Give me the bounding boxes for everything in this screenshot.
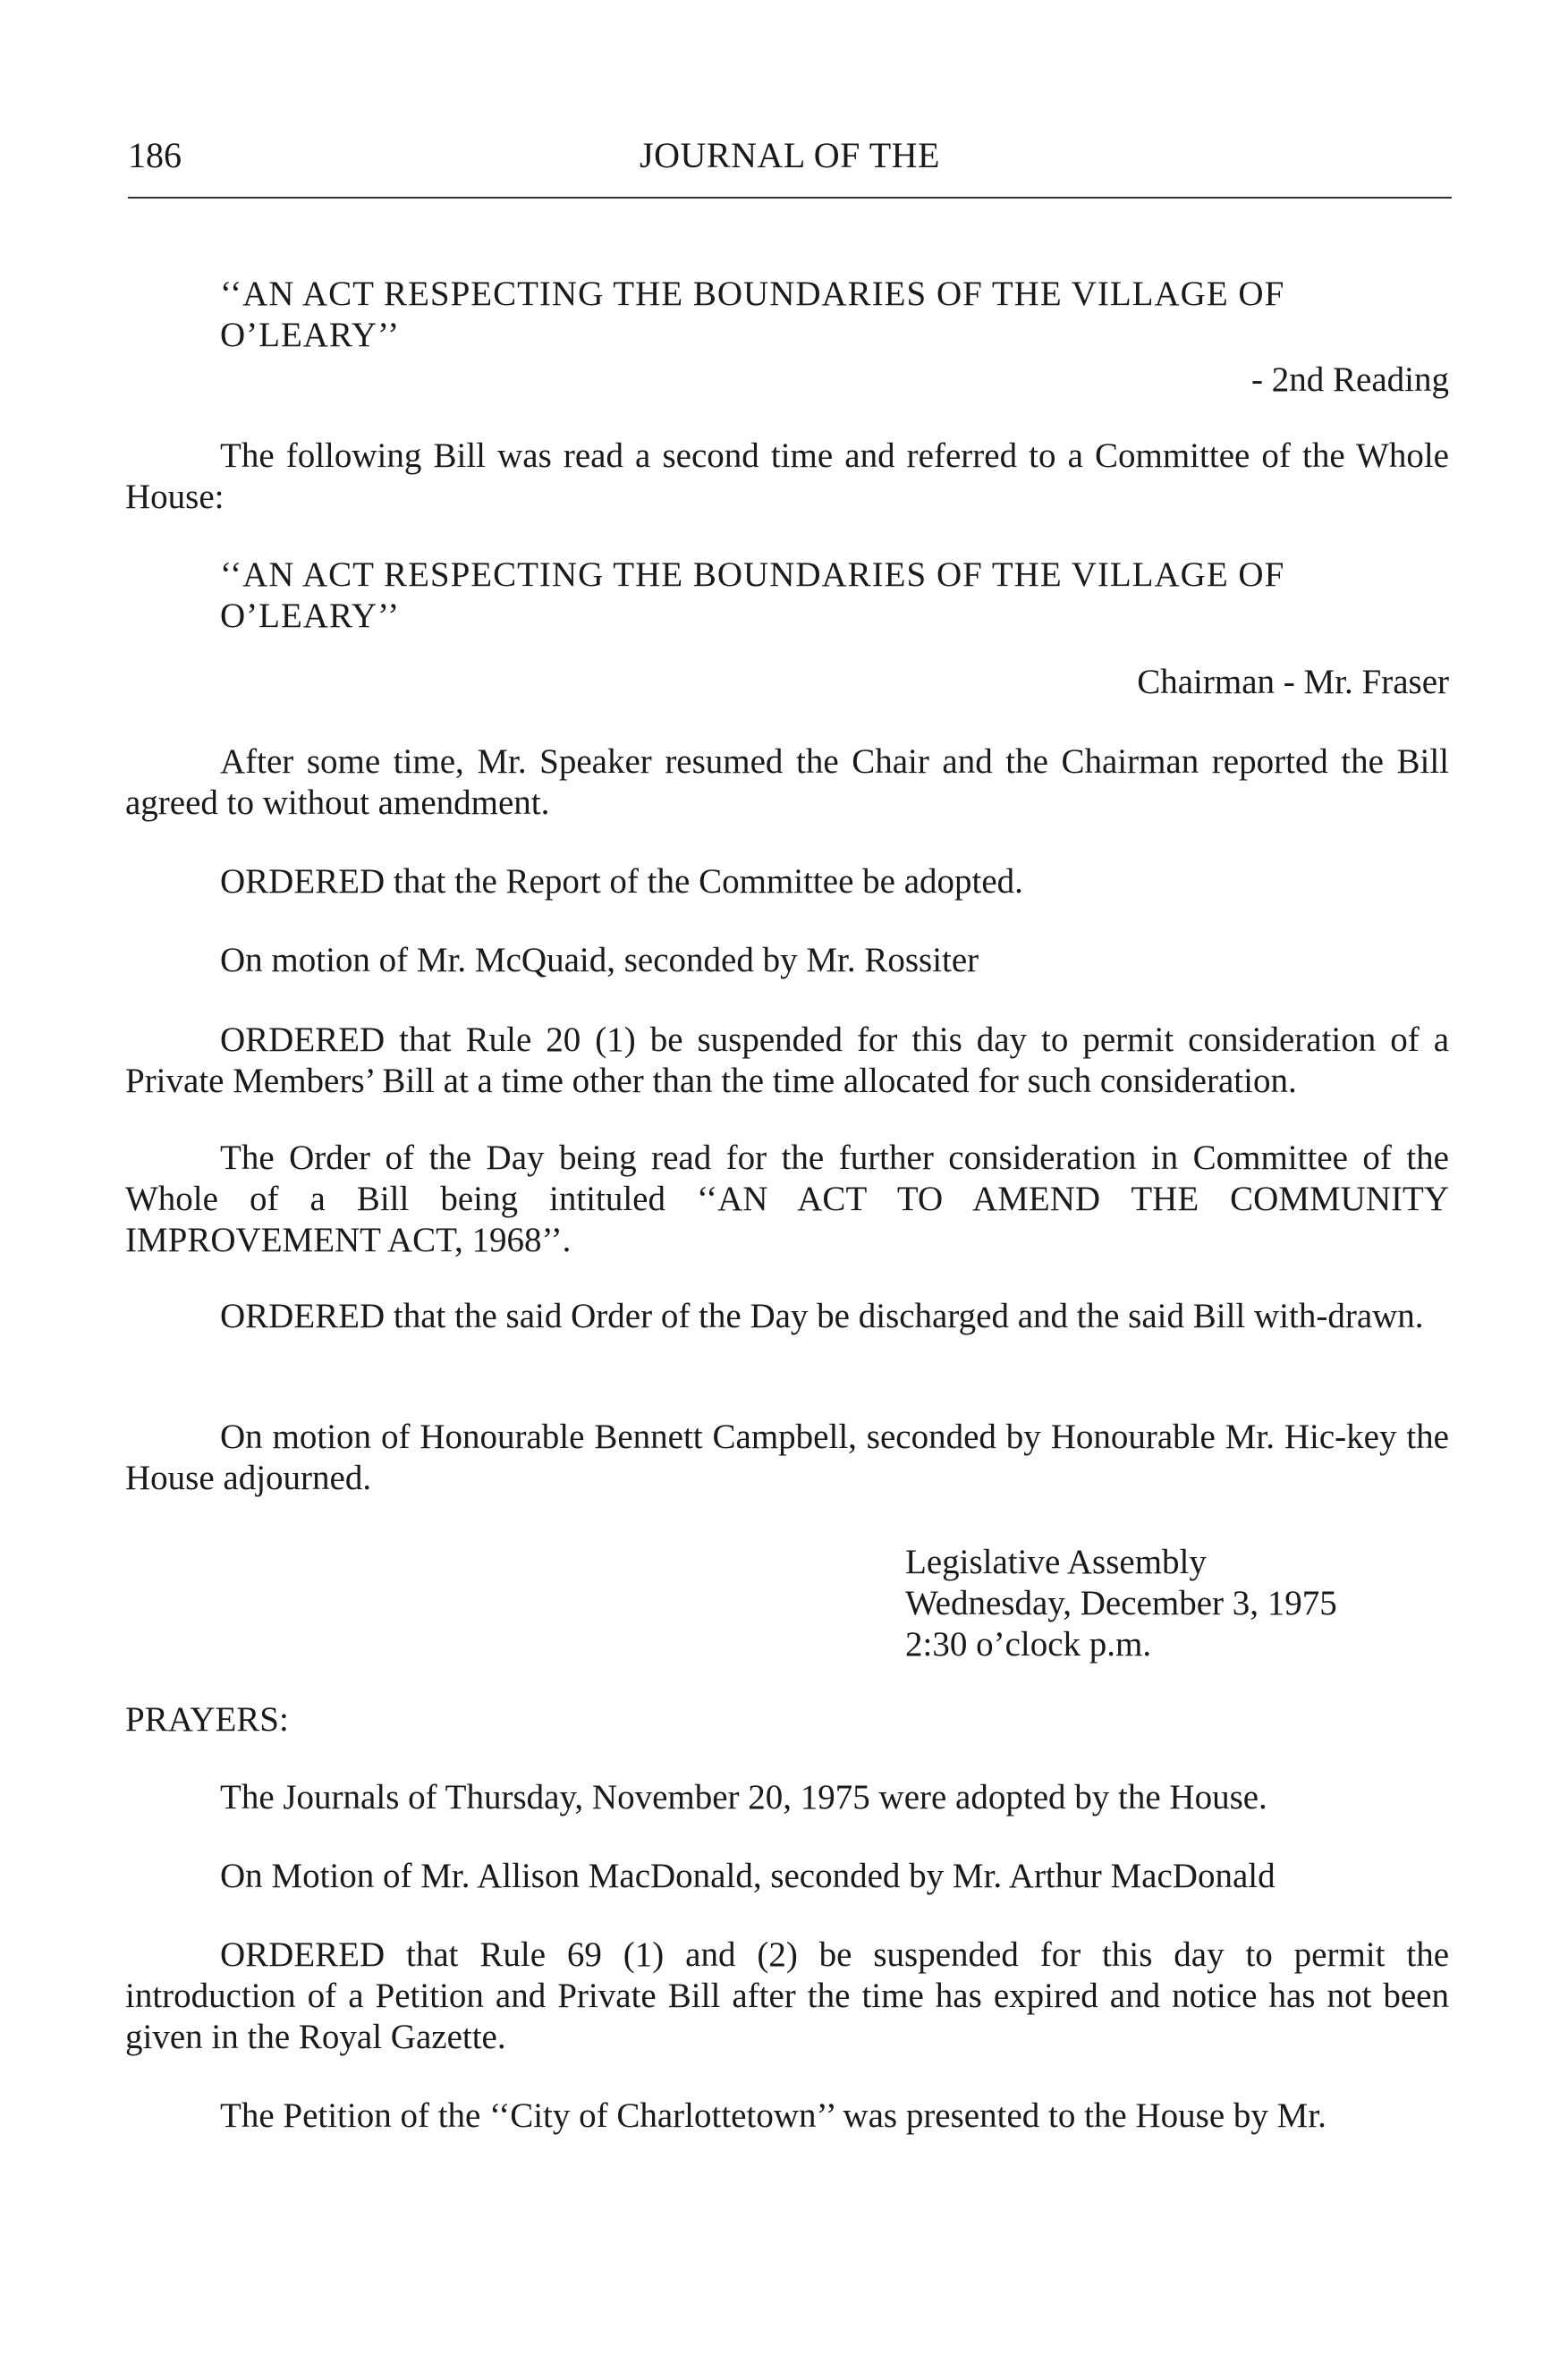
sitting-heading (905, 1542, 1478, 1665)
paragraph-order-of-day: The Order of the Day being read for the further consideration in Committee of the Whole of a Bill being intituled ‘‘AN ACT TO AMEND THE COMMUNITY IMPROVEMENT ACT, 1968’’. (125, 1139, 1449, 1259)
page-number: 186 (128, 135, 182, 175)
paragraph-rule-69: ORDERED that Rule 69 (1) and (2) be suspended for this day to permit the introduction of a Petition and Private Bill after the time has expired and notice has not been given in the Royal Gazette. (125, 1935, 1449, 2056)
paragraph-petition: The Petition of the ‘‘City of Charlottetown’’ was presented to the House by Mr. (220, 2096, 1326, 2135)
paragraph-rule-20: ORDERED that Rule 20 (1) be suspended for this day to permit consideration of a Private Members’ Bill at a time other than the time allocated for such consideration. (125, 1020, 1449, 1100)
paragraph-adjourned: On motion of Honourable Bennett Campbell, seconded by Honourable Mr. Hic-key the House adjourned. (125, 1418, 1449, 1497)
reading-note: - 2nd Reading (1251, 360, 1449, 399)
paragraph-journals-adopted: The Journals of Thursday, November 20, 1975 were adopted by the House. (220, 1778, 1267, 1816)
bill-title-second: ‘‘AN ACT RESPECTING THE BOUNDARIES OF THE VILLAGE OF O’LEARY’’ (220, 555, 1285, 635)
paragraph-motion-mcquaid: On motion of Mr. McQuaid, seconded by Mr. Rossiter (220, 941, 979, 979)
sitting-date: Wednesday, December 3, 1975 (905, 1584, 1337, 1622)
header-rule (128, 197, 1452, 199)
bill-title-first: ‘‘AN ACT RESPECTING THE BOUNDARIES OF THE VILLAGE OF O’LEARY’’ (220, 275, 1285, 354)
sitting-body: Legislative Assembly (905, 1543, 1207, 1581)
paragraph-discharged: ORDERED that the said Order of the Day be discharged and the said Bill with-drawn. (220, 1297, 1424, 1335)
paragraph-second-reading: The following Bill was read a second time and referred to a Committee of the Whole House: (125, 436, 1449, 516)
sitting-time: 2:30 o’clock p.m. (905, 1625, 1152, 1664)
paragraph-report-adopted: ORDERED that the Report of the Committee be adopted. (220, 862, 1023, 901)
running-title: JOURNAL OF THE (640, 135, 940, 175)
paragraph-speaker-resumed: After some time, Mr. Speaker resumed the Chair and the Chairman reported the Bill agreed to without amendment. (125, 742, 1449, 822)
page-header (128, 134, 1452, 188)
paragraph-motion-macdonald: On Motion of Mr. Allison MacDonald, seconded by Mr. Arthur MacDonald (220, 1857, 1276, 1895)
prayers-heading: PRAYERS: (125, 1700, 289, 1739)
chairman-note: Chairman - Mr. Fraser (1137, 663, 1449, 701)
